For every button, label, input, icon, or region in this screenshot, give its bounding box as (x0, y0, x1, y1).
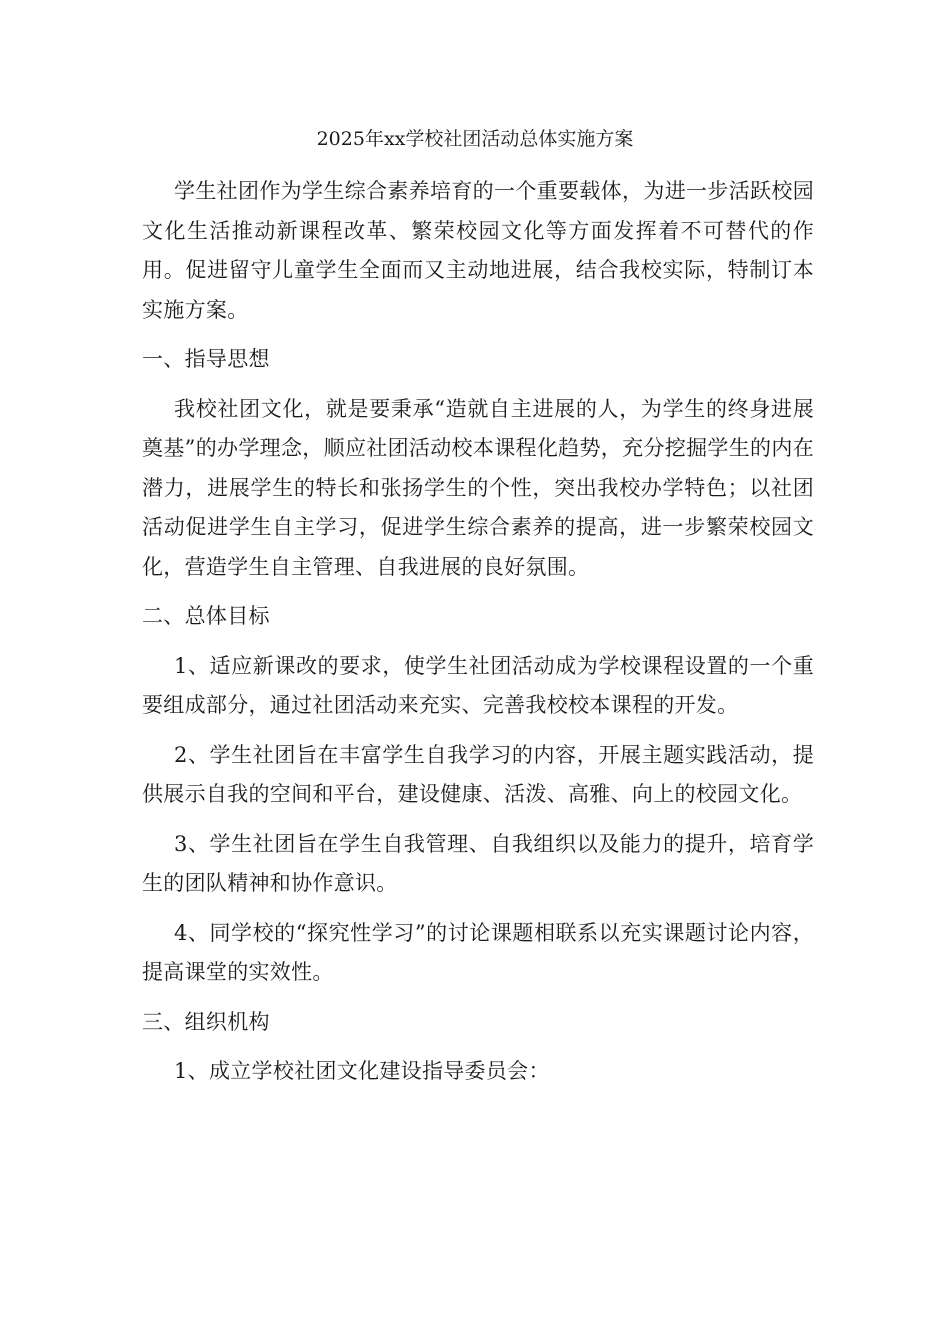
section-heading-guiding-ideology: 一、指导思想 (142, 347, 270, 371)
document-body (142, 172, 814, 1092)
goal-item-1: 1、适应新课改的要求，使学生社团活动成为学校课程设置的一个重要组成部分，通过社团活动来充实、完善我校校本课程的开发。 (142, 653, 814, 717)
section-heading-organization: 三、组织机构 (142, 1009, 270, 1034)
document-title: 2025年xx学校社团活动总体实施方案 (316, 128, 634, 150)
organization-item-1: 1、成立学校社团文化建设指导委员会： (174, 1059, 550, 1083)
goal-item-4: 4、同学校的“探究性学习”的讨论课题相联系以充实课题讨论内容，提高课堂的实效性。 (142, 920, 814, 984)
section-heading-overall-goals: 二、总体目标 (142, 604, 270, 628)
goal-item-2: 2、学生社团旨在丰富学生自我学习的内容，开展主题实践活动，提供展示自我的空间和平台，建设健康、活泼、高雅、向上的校园文化。 (142, 742, 814, 806)
intro-paragraph: 学生社团作为学生综合素养培育的一个重要载体，为进一步活跃校园文化生活推动新课程改革、繁荣校园文化等方面发挥着不可替代的作用。促进留守儿童学生全面而又主动地进展，结合我校实际，特制订本实施方案。 (142, 179, 814, 322)
guiding-ideology-paragraph: 我校社团文化，就是要秉承“造就自主进展的人，为学生的终身进展奠基”的办学理念，顺应社团活动校本课程化趋势，充分挖掘学生的内在潜力，进展学生的特长和张扬学生的个性，突出我校办学特色；以社团活动促进学生自主学习，促进学生综合素养的提高，进一步繁荣校园文化，营造学生自主管理、自我进展的良好氛围。 (142, 396, 814, 579)
goal-item-3: 3、学生社团旨在学生自我管理、自我组织以及能力的提升，培育学生的团队精神和协作意识。 (142, 831, 814, 895)
